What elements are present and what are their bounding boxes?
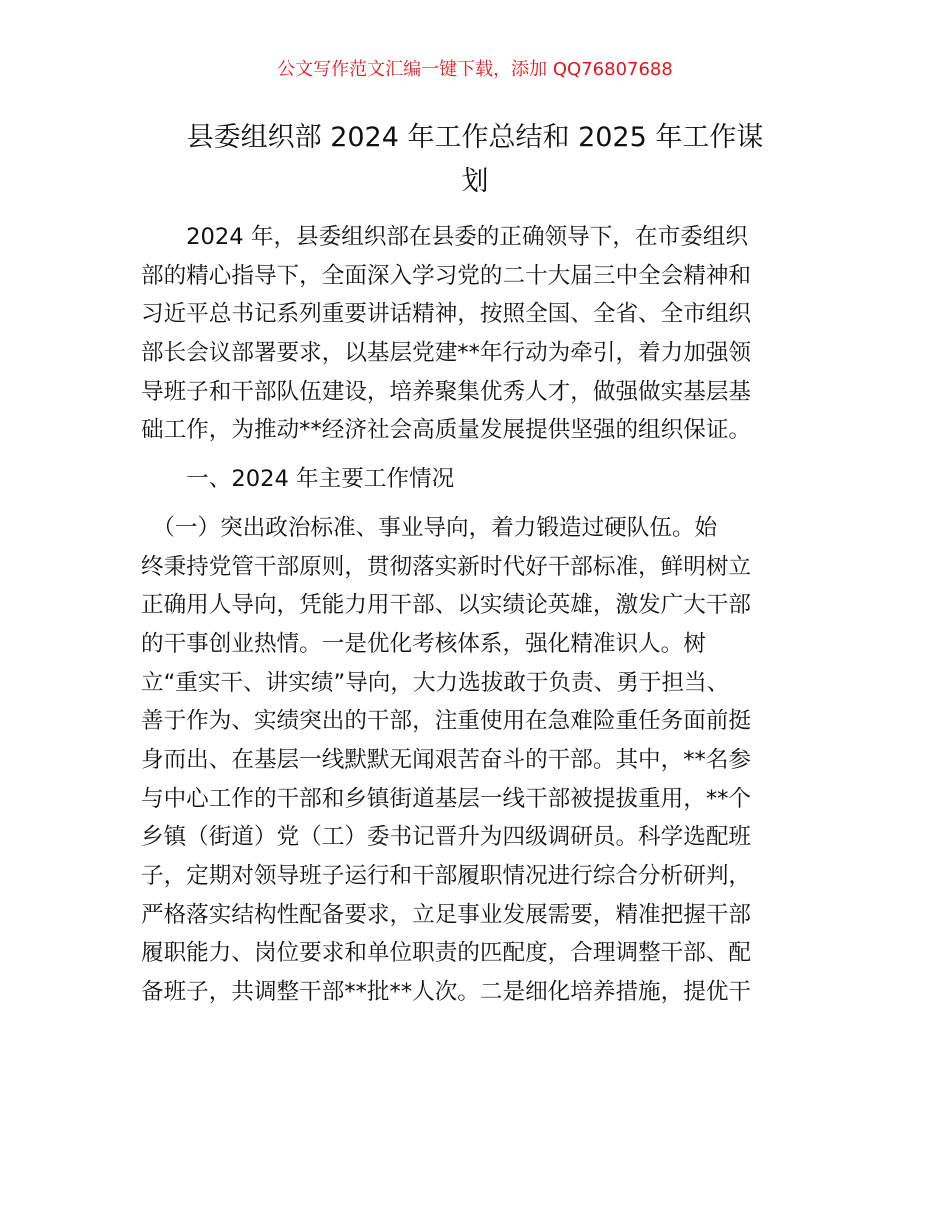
intro-paragraph (141, 218, 821, 450)
text-line: 习近平总书记系列重要讲话精神，按照全国、全省、全市组织 (141, 301, 752, 328)
text-line: 立“重实干、讲实绩”导向，大力选拔敢于负责、勇于担当、 (141, 669, 730, 696)
text-line: （一）突出政治标准、事业导向，着力锻造过硬队伍。始 (141, 514, 718, 541)
text-line: 2024 年，县委组织部在县委的正确领导下，在市委组织 (141, 224, 748, 250)
download-banner: 公文写作范文汇编一键下载，添加 QQ76807688 (277, 59, 673, 80)
text-line: 履职能力、岗位要求和单位职责的匹配度，合理调整干部、配 (141, 940, 752, 967)
text-line: 的干事创业热情。一是优化考核体系，强化精准识人。树 (141, 630, 706, 657)
text-line: 与中心工作的干部和乡镇街道基层一线干部被提拔重用，**个 (141, 785, 752, 812)
text-line: 子，定期对领导班子运行和干部履职情况进行综合分析研判， (141, 863, 752, 889)
text-line: 身而出、在基层一线默默无闻艰苦奋斗的干部。其中，**名参 (141, 746, 752, 773)
text-line: 终秉持党管干部原则，贯彻落实新时代好干部标准，鲜明树立 (141, 553, 752, 580)
section-1-paragraph (141, 509, 821, 1012)
text-line: 严格落实结构性配备要求，立足事业发展需要，精准把握干部 (141, 901, 752, 928)
text-line: 备班子，共调整干部**批**人次。二是细化培养措施，提优干 (141, 979, 752, 1006)
text-line: 导班子和干部队伍建设，培养聚集优秀人才，做强做实基层基 (141, 378, 752, 405)
text-line: 正确用人导向，凭能力用干部、以实绩论英雄，激发广大干部 (141, 592, 752, 619)
document-title (140, 116, 810, 204)
text-line: 乡镇（街道）党（工）委书记晋升为四级调研员。科学选配班 (141, 824, 752, 851)
title-line-1: 县委组织部 2024 年工作总结和 2025 年工作谋 (186, 122, 764, 153)
document-body (141, 218, 821, 1012)
title-line-2: 划 (461, 166, 489, 197)
text-line: 础工作，为推动**经济社会高质量发展提供坚强的组织保证。 (141, 417, 752, 444)
text-line: 部长会议部署要求，以基层党建**年行动为牵引，着力加强领 (141, 340, 752, 367)
section-heading: 一、2024 年主要工作情况 (141, 466, 455, 493)
text-line: 善于作为、实绩突出的干部，注重使用在急难险重任务面前挺 (141, 708, 752, 735)
text-line: 部的精心指导下，全面深入学习党的二十大届三中全会精神和 (141, 262, 752, 289)
